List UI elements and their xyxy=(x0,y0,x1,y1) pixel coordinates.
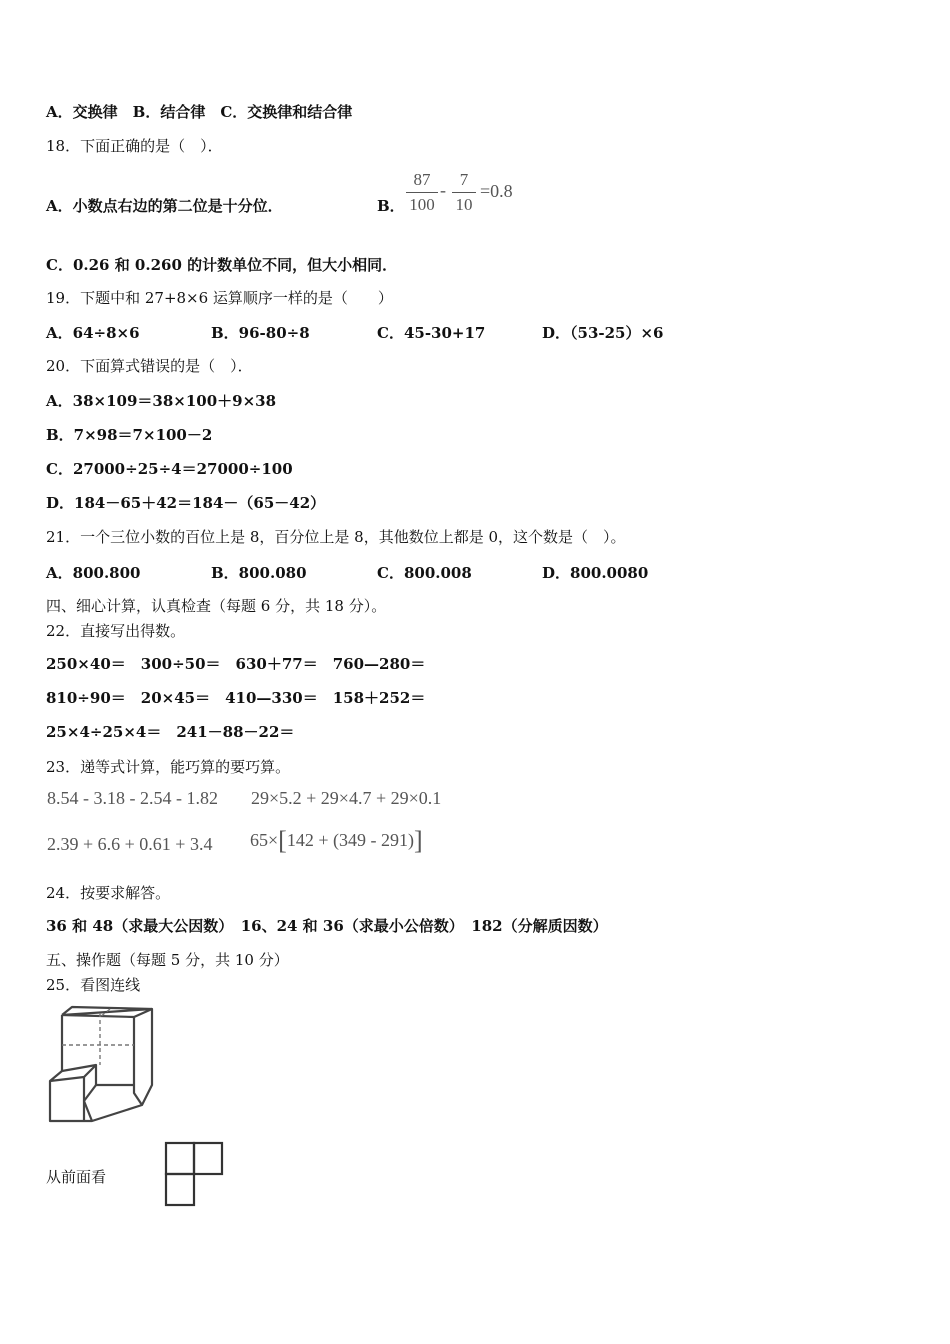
fraction-denominator: 10 xyxy=(455,195,473,214)
q22-row-1: 250×40＝ 300÷50＝ 630＋77＝ 760—280＝ xyxy=(46,655,426,673)
q20-option-b: B．7×98＝7×100－2 xyxy=(46,426,213,444)
q23-e4-prefix: 65× xyxy=(250,830,279,850)
q18-fraction-87-100 xyxy=(406,170,438,215)
edge xyxy=(50,1065,96,1081)
q25-stem: 25．看图连线 xyxy=(46,976,141,994)
front-view-square-top-right xyxy=(194,1143,222,1174)
front-view-shape xyxy=(162,1140,226,1208)
q23-expression-3: 2.39 + 6.6 + 0.61 + 3.4 xyxy=(47,834,213,854)
q19-option-b: B．96-80÷8 xyxy=(211,324,310,342)
q23-expression-4 xyxy=(250,826,423,856)
q18-minus: - xyxy=(440,180,446,200)
q19-option-d: D．（53-25）×6 xyxy=(542,324,664,342)
q18-fraction-7-10 xyxy=(452,170,476,215)
fraction-bar xyxy=(406,192,438,193)
cube-stack-figure xyxy=(44,1005,160,1125)
q18-option-c: C．0.26 和 0.260 的计数单位不同，但大小相同． xyxy=(46,256,398,274)
q20-option-c: C．27000÷25÷4＝27000÷100 xyxy=(46,460,293,478)
front-view-square-bottom xyxy=(166,1174,194,1205)
q25-front-view-label: 从前面看 xyxy=(46,1168,107,1186)
q18-option-b-label: B． xyxy=(377,197,405,215)
q23-expression-1: 8.54 - 3.18 - 2.54 - 1.82 xyxy=(47,788,218,808)
edge xyxy=(62,1065,134,1085)
q21-option-b: B．800.080 xyxy=(211,564,307,582)
q17-options: A．交换律 B．结合律 C．交换律和结合律 xyxy=(46,103,353,121)
q19-option-c: C．45-30+17 xyxy=(377,324,486,342)
q19-option-a: A．64÷8×6 xyxy=(46,324,140,342)
q18-stem: 18．下面正确的是（ ）． xyxy=(46,137,223,155)
bracket-left: [ xyxy=(278,826,287,855)
q23-expression-2: 29×5.2 + 29×4.7 + 29×0.1 xyxy=(251,788,442,808)
q19-stem: 19．下题中和 27+8×6 运算顺序一样的是（ ） xyxy=(46,289,393,307)
fraction-bar xyxy=(452,192,476,193)
q24-stem: 24．按要求解答。 xyxy=(46,884,171,902)
bracket-right: ] xyxy=(413,826,423,855)
fraction-numerator: 7 xyxy=(459,170,469,189)
q23-e4-inner: 142 + (349 - 291) xyxy=(286,830,414,850)
q20-option-a: A．38×109＝38×100＋9×38 xyxy=(46,392,277,410)
q24-items: 36 和 48（求最大公因数） 16、24 和 36（求最小公倍数） 182（分解质因数） xyxy=(46,917,608,935)
q21-option-d: D．800.0080 xyxy=(542,564,649,582)
q23-stem: 23．递等式计算，能巧算的要巧算。 xyxy=(46,758,291,776)
q20-stem: 20．下面算式错误的是（ ）． xyxy=(46,357,253,375)
front-view-square-top-left xyxy=(166,1143,194,1174)
q18-option-a: A．小数点右边的第二位是十分位． xyxy=(46,197,283,215)
section-5-heading: 五、操作题（每题 5 分，共 10 分） xyxy=(46,951,289,969)
edge xyxy=(84,1085,96,1121)
q21-stem: 21．一个三位小数的百位上是 8，百分位上是 8，其他数位上都是 0，这个数是（ ）。 xyxy=(46,528,626,546)
q22-row-3: 25×4÷25×4＝ 241－88－22＝ xyxy=(46,723,295,741)
q20-option-d: D．184－65＋42＝184－（65－42） xyxy=(46,494,326,512)
edge xyxy=(134,1017,142,1105)
figure-outline xyxy=(50,1009,152,1121)
fraction-numerator: 87 xyxy=(413,170,431,189)
q21-option-c: C．800.008 xyxy=(377,564,472,582)
q22-stem: 22．直接写出得数。 xyxy=(46,622,186,640)
section-4-heading: 四、细心计算，认真检查（每题 6 分，共 18 分）。 xyxy=(46,597,387,615)
q18-result: =0.8 xyxy=(480,181,513,201)
q22-row-2: 810÷90＝ 20×45＝ 410—330＝ 158＋252＝ xyxy=(46,689,426,707)
q21-option-a: A．800.800 xyxy=(46,564,141,582)
fraction-denominator: 100 xyxy=(409,195,435,214)
